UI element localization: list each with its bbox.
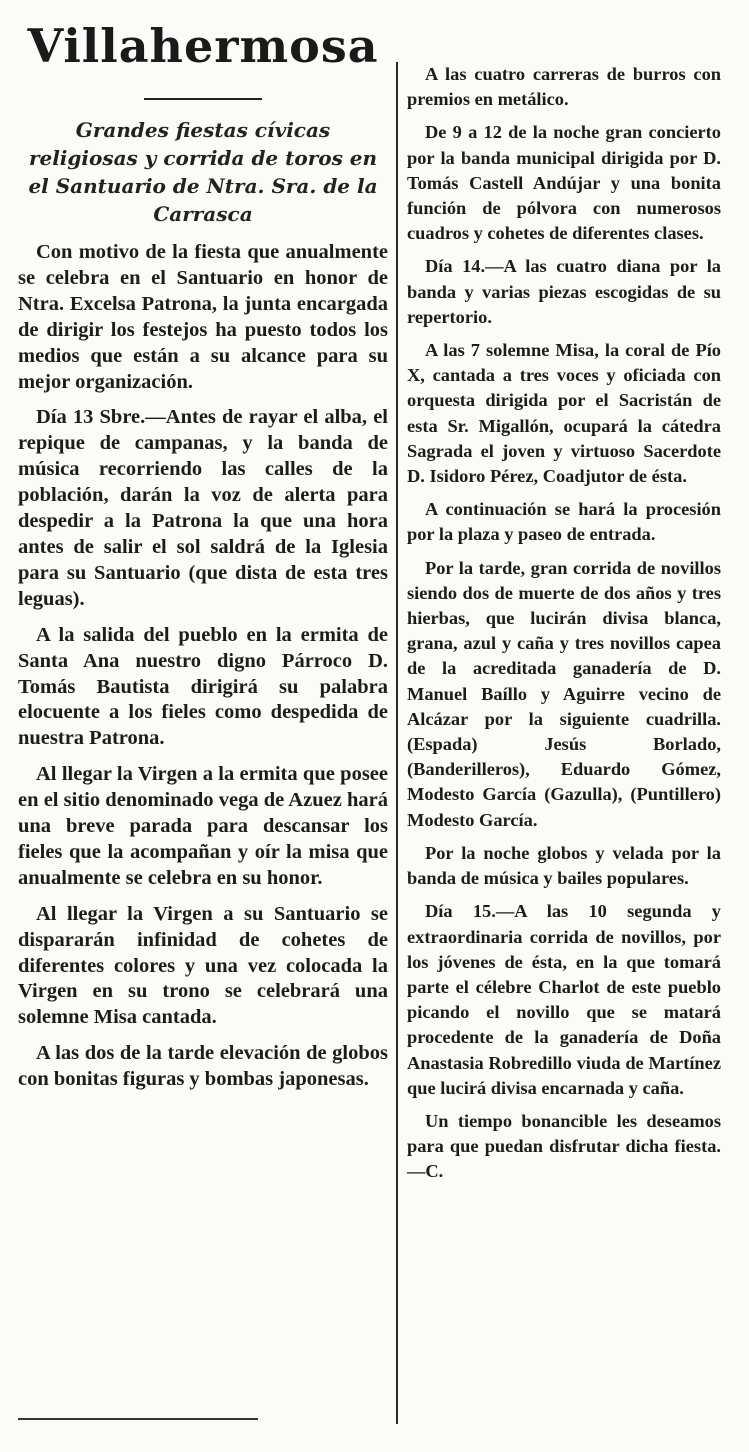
paragraph: A la salida del pueblo en la ermita de Santa Ana nuestro digno Párroco D. Tomás Bautista dirigirá su palabra elocuente a los fieles como despedida de nuestra Patrona.: [18, 623, 388, 750]
paragraph: Por la tarde, gran corrida de novillos siendo dos de muerte de dos años y tres hierbas, que lucirán divisa blanca, grana, azul y caña y tres novillos capea de la acreditada ganadería de D. Manuel Baíllo y Aguirre vecino de Alcázar por la siguiente cuadrilla. (Espada) Jesús Borlado, (Banderilleros), Eduardo Gómez, Modesto García (Gazulla), (Puntillero) Modesto García.: [407, 557, 721, 830]
paragraph: Día 13 Sbre.—Antes de rayar el alba, el repique de campanas, y la banda de música recorriendo las calles de la población, darán la voz de alerta para despedir a la Patrona la que una hora antes de salir el sol saldrá de la Iglesia para su Santuario (que dista de esta tres leguas).: [18, 406, 388, 610]
article-subtitle: Grandes fiestas cívicas religiosas y corrida de toros en el Santuario de Ntra. Sra. de la Carrasca: [28, 118, 378, 226]
paragraph: De 9 a 12 de la noche gran concierto por la banda municipal dirigida por D. Tomás Castell Andújar y una bonita función de pólvora con numerosos cuadros y cohetes de diferentes clases.: [407, 122, 721, 244]
paragraph: Al llegar la Virgen a la ermita que posee en el sitio denominado vega de Azuez hará una breve parada para descansar los fieles que la acompañan y oír la misa que anualmente se celebra en su honor.: [18, 763, 388, 889]
left-column: [18, 18, 388, 1103]
paragraph: A las dos de la tarde elevación de globos con bonitas figuras y bombas japonesas.: [18, 1042, 388, 1091]
paragraph: A las cuatro carreras de burros con premios en metálico.: [407, 64, 721, 110]
paragraph: Día 14.—A las cuatro diana por la banda y varias piezas escogidas de su repertorio.: [407, 256, 721, 327]
column-divider: [396, 62, 398, 1424]
paragraph: A las 7 solemne Misa, la coral de Pío X, cantada a tres voces y oficiada con orquesta dirigida por el Sacristán de esta Sr. Migallón, ocupará la cátedra Sagrada el joven y virtuoso Sacerdote D. Isidoro Pérez, Coadjutor de ésta.: [407, 340, 721, 487]
title-divider: [144, 98, 262, 100]
paragraph: A continuación se hará la procesión por la plaza y paseo de entrada.: [407, 499, 721, 545]
paragraph: Con motivo de la fiesta que anualmente se celebra en el Santuario en honor de Ntra. Excelsa Patrona, la junta encargada de dirigir los festejos ha puesto todos los medios que están a su alcance para su mejor organización.: [18, 241, 388, 393]
bottom-divider: [18, 1418, 258, 1420]
right-column: [407, 62, 721, 1193]
paragraph: Un tiempo bonancible les deseamos para que puedan disfrutar dicha fiesta.—C.: [407, 1110, 721, 1182]
paragraph: Día 15.—A las 10 segunda y extraordinaria corrida de novillos, por los jóvenes de ésta, en la que tomará parte el célebre Charlot de este pueblo picando el novillo que se matará procedente de la ganadería de Doña Anastasia Robredillo viuda de Martínez que lucirá divisa encarnada y caña.: [407, 901, 721, 1098]
article-title: Villahermosa: [27, 19, 379, 73]
paragraph: Al llegar la Virgen a su Santuario se dispararán infinidad de cohetes de diferentes colores y una vez colocada la Virgen en su trono se celebrará una solemne Misa cantada.: [18, 902, 388, 1029]
paragraph: Por la noche globos y velada por la banda de música y bailes populares.: [407, 842, 721, 889]
